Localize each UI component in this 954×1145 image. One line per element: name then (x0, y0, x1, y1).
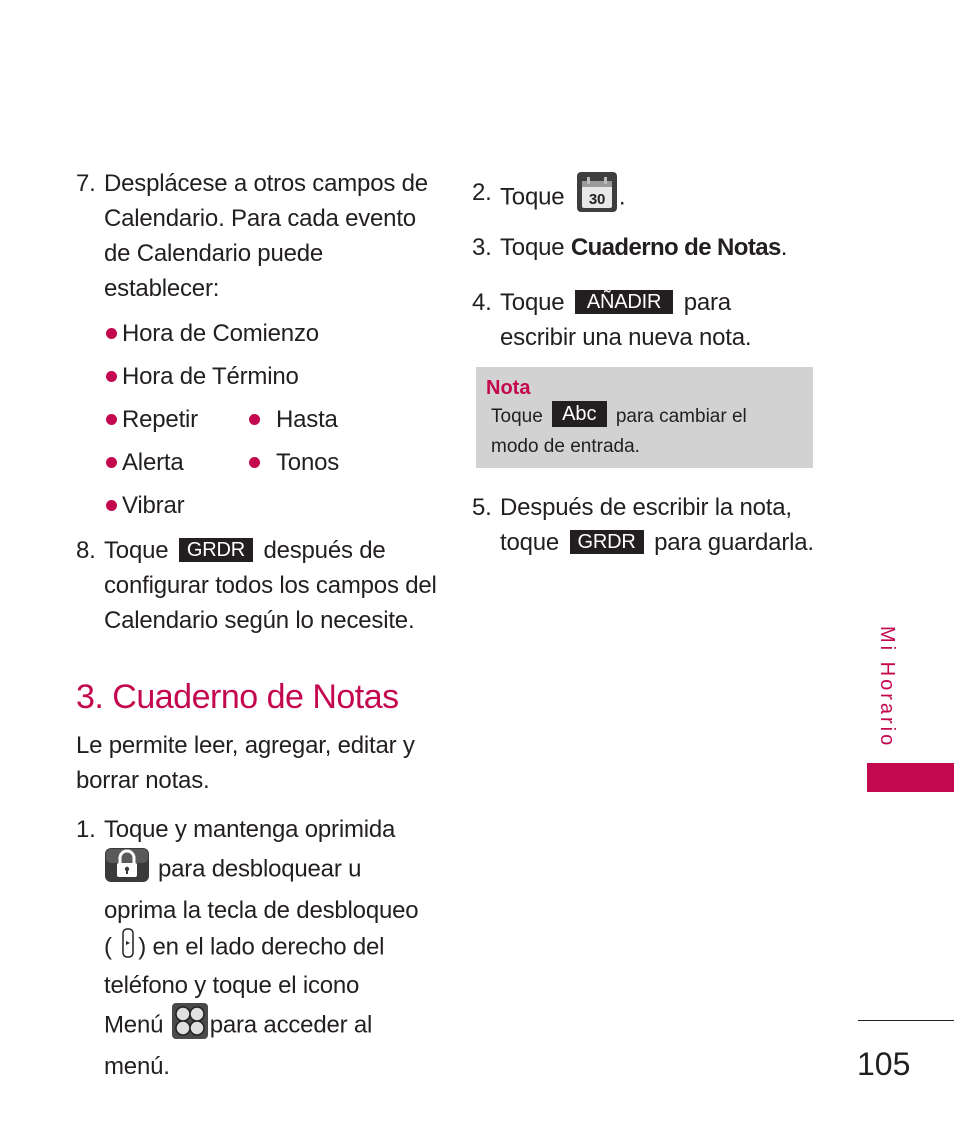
menu-grid-icon (172, 1003, 208, 1049)
step-text-line: menú. (104, 1053, 170, 1080)
step-text-line: oprima la tecla de desbloqueo (104, 897, 419, 924)
step-number: 3. (472, 234, 492, 261)
step-text-line: configurar todos los campos del (104, 572, 437, 599)
menu-option-cuaderno-de-notas: Cuaderno de Notas (570, 234, 781, 261)
step-text-line: teléfono y toque el icono (104, 972, 360, 999)
step-text-line: Calendario. Para cada evento (104, 205, 416, 232)
step-3 (472, 230, 832, 265)
bullet-tonos (249, 445, 339, 480)
bullet-label: Tonos (276, 449, 340, 476)
lock-icon (104, 847, 150, 893)
step-text: . (618, 183, 626, 211)
step-number: 4. (472, 289, 492, 316)
step-7 (76, 166, 436, 306)
bullet-hasta (249, 402, 338, 437)
step-2 (472, 172, 832, 222)
bullet-repetir (106, 402, 198, 437)
section-intro (76, 728, 446, 798)
step-text: toque (500, 529, 560, 556)
note-title: Nota (486, 377, 531, 399)
step-text: para (683, 289, 731, 316)
unlock-key-icon (121, 928, 135, 968)
step-text: para desbloquear u (158, 855, 362, 883)
abc-key: Abc (552, 401, 606, 427)
step-text: ( (104, 933, 112, 961)
step-number: 7. (76, 170, 96, 197)
bullet-hora-termino (106, 359, 299, 394)
bullet-label: Hora de Término (122, 363, 299, 390)
step-text-line: de Calendario puede (104, 240, 324, 267)
intro-line: Le permite leer, agregar, editar y (76, 732, 415, 759)
note-text (486, 401, 813, 432)
section-side-label: Mi Horario (876, 626, 898, 749)
step-number: 1. (76, 816, 96, 843)
step-number: 5. (472, 494, 492, 521)
note-text-part: Toque (491, 406, 543, 427)
page-number: 105 (857, 1046, 911, 1082)
bullet-label: Vibrar (122, 492, 185, 519)
step-text-line: Toque y mantenga oprimida (104, 816, 396, 843)
grdr-key: GRDR (179, 538, 253, 562)
bullet-icon (249, 414, 260, 425)
step-text: Toque (104, 537, 169, 564)
section-heading: 3. Cuaderno de Notas (76, 678, 399, 716)
step-text-line: Después de escribir la nota, (500, 494, 792, 521)
step-text: Toque (500, 183, 565, 211)
step-text: después de (263, 537, 386, 564)
step-1 (76, 812, 446, 1084)
step-5 (472, 490, 832, 560)
step-text: Menú (104, 1011, 164, 1039)
step-text-line: Desplácese a otros campos de (104, 170, 428, 197)
bullet-label: Hasta (276, 406, 338, 433)
bullet-icon (106, 414, 117, 425)
step-text-line: Calendario según lo necesite. (104, 607, 415, 634)
bullet-vibrar (106, 488, 184, 523)
bullet-alerta (106, 445, 184, 480)
bullet-label: Alerta (122, 449, 184, 476)
step-text-line: establecer: (104, 275, 220, 302)
step-text: Toque (500, 289, 565, 316)
bullet-icon (106, 500, 117, 511)
step-text: para guardarla. (654, 529, 814, 556)
bullet-hora-comienzo (106, 316, 319, 351)
step-number: 2. (472, 179, 492, 206)
step-text: . (780, 234, 788, 261)
grdr-key: GRDR (570, 530, 644, 554)
step-text-line: escribir una nueva nota. (500, 324, 752, 351)
note-box (476, 367, 813, 468)
bullet-label: Hora de Comienzo (122, 320, 319, 347)
footer-rule (858, 1020, 954, 1021)
intro-line: borrar notas. (76, 767, 210, 794)
anadir-key: AÑADIR (575, 290, 673, 314)
bullet-icon (106, 457, 117, 468)
bullet-icon (106, 328, 117, 339)
step-8 (76, 533, 446, 638)
note-text-line: modo de entrada. (491, 436, 640, 457)
bullet-label: Repetir (122, 406, 198, 433)
calendar-icon-day: 30 (588, 191, 606, 208)
step-number: 8. (76, 537, 96, 564)
step-4 (472, 285, 832, 355)
bullet-icon (249, 457, 260, 468)
calendar-icon (577, 172, 617, 222)
step-text: para acceder al (209, 1011, 373, 1039)
section-side-tab (867, 763, 954, 792)
step-text: Toque (500, 234, 565, 261)
note-text-part: para cambiar el (615, 406, 747, 427)
step-text: ) en el lado derecho del (138, 933, 385, 961)
bullet-icon (106, 371, 117, 382)
